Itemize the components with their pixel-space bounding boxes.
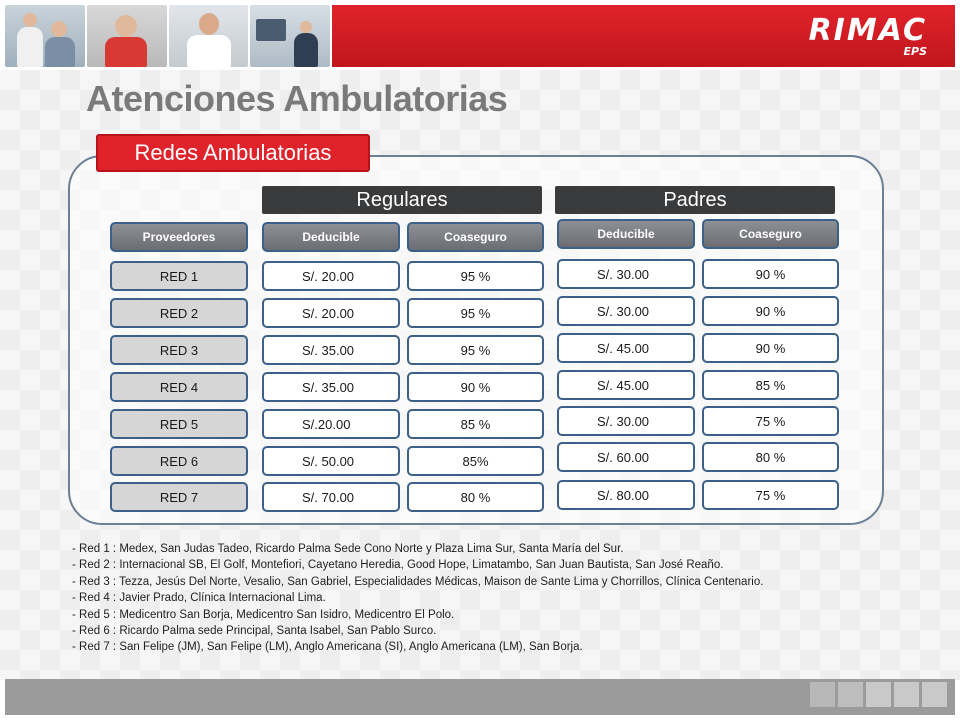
note-label: - Red 5 : <box>72 608 117 621</box>
reg-coaseguro-cell: 80 % <box>407 482 544 512</box>
note-text: Javier Prado, Clínica Internacional Lima. <box>119 592 326 605</box>
note-red-7 <box>72 639 932 655</box>
photo-doctor <box>169 5 249 67</box>
pad-coaseguro-cell: 85 % <box>702 370 839 400</box>
pad-deducible-cell: S/. 45.00 <box>557 370 695 400</box>
reg-deducible-cell: S/. 70.00 <box>262 482 400 512</box>
note-text: Medicentro San Borja, Medicentro San Isidro, Medicentro El Polo. <box>119 608 455 621</box>
proveedor-cell: RED 7 <box>110 482 248 512</box>
rimac-logo <box>809 15 927 58</box>
reg-deducible-cell: S/. 50.00 <box>262 446 400 476</box>
pad-deducible-cell: S/. 60.00 <box>557 442 695 472</box>
note-text: San Felipe (JM), San Felipe (LM), Anglo Americana (SI), Anglo Americana (LM), San Borja. <box>119 641 583 654</box>
photo-office <box>250 5 330 67</box>
col-reg-coaseguro: Coaseguro <box>407 222 544 252</box>
group-regulares: Regulares <box>262 186 542 214</box>
proveedor-cell: RED 3 <box>110 335 248 365</box>
note-red-2 <box>72 557 932 573</box>
proveedor-cell: RED 2 <box>110 298 248 328</box>
pad-deducible-cell: S/. 45.00 <box>557 333 695 363</box>
reg-deducible-cell: S/. 20.00 <box>262 298 400 328</box>
footer-square <box>866 682 891 707</box>
reg-deducible-cell: S/. 35.00 <box>262 372 400 402</box>
proveedor-cell: RED 5 <box>110 409 248 439</box>
pad-coaseguro-cell: 75 % <box>702 480 839 510</box>
pad-deducible-cell: S/. 30.00 <box>557 259 695 289</box>
reg-coaseguro-cell: 90 % <box>407 372 544 402</box>
page-title: Atenciones Ambulatorias <box>86 78 508 119</box>
photo-family <box>5 5 85 67</box>
section-tab: Redes Ambulatorias <box>96 134 370 172</box>
note-red-3 <box>72 574 932 590</box>
pad-coaseguro-cell: 90 % <box>702 333 839 363</box>
note-label: - Red 3 : <box>72 575 117 588</box>
group-padres: Padres <box>555 186 835 214</box>
footer-square <box>922 682 947 707</box>
proveedor-cell: RED 4 <box>110 372 248 402</box>
note-text: Ricardo Palma sede Principal, Santa Isabel, San Pablo Surco. <box>119 625 437 638</box>
note-label: - Red 4 : <box>72 592 117 605</box>
col-pad-coaseguro: Coaseguro <box>702 219 839 249</box>
note-label: - Red 1 : <box>72 543 117 555</box>
logo-sub: EPS <box>903 45 927 58</box>
logo-wordmark: RIMAC <box>808 13 927 48</box>
network-notes <box>72 541 932 656</box>
pad-coaseguro-cell: 80 % <box>702 442 839 472</box>
reg-deducible-cell: S/. 20.00 <box>262 261 400 291</box>
reg-coaseguro-cell: 95 % <box>407 298 544 328</box>
pad-coaseguro-cell: 90 % <box>702 296 839 326</box>
col-reg-deducible: Deducible <box>262 222 400 252</box>
reg-coaseguro-cell: 95 % <box>407 261 544 291</box>
pad-deducible-cell: S/. 30.00 <box>557 296 695 326</box>
pad-coaseguro-cell: 90 % <box>702 259 839 289</box>
note-text: Tezza, Jesús Del Norte, Vesalio, San Gabriel, Especialidades Médicas, Maison de Sante Lima y Chorrillos, Clínica Centenario. <box>119 575 764 588</box>
footer-square <box>894 682 919 707</box>
note-text: Medex, San Judas Tadeo, Ricardo Palma Sede Cono Norte y Plaza Lima Sur, Santa María del Sur. <box>119 543 624 555</box>
reg-deducible-cell: S/. 35.00 <box>262 335 400 365</box>
pad-deducible-cell: S/. 30.00 <box>557 406 695 436</box>
note-label: - Red 2 : <box>72 559 117 572</box>
brand-band <box>332 5 955 67</box>
note-red-6 <box>72 623 932 639</box>
reg-coaseguro-cell: 85% <box>407 446 544 476</box>
note-label: - Red 6 : <box>72 625 117 638</box>
note-label: - Red 7 : <box>72 641 117 654</box>
proveedor-cell: RED 6 <box>110 446 248 476</box>
pad-coaseguro-cell: 75 % <box>702 406 839 436</box>
note-red-5 <box>72 607 932 623</box>
reg-coaseguro-cell: 85 % <box>407 409 544 439</box>
footer-square <box>810 682 835 707</box>
footer-bar <box>5 679 955 715</box>
proveedor-cell: RED 1 <box>110 261 248 291</box>
footer-square <box>838 682 863 707</box>
reg-coaseguro-cell: 95 % <box>407 335 544 365</box>
header-banner <box>0 0 960 70</box>
col-proveedores: Proveedores <box>110 222 248 252</box>
note-red-4 <box>72 590 932 606</box>
note-red-1 <box>72 541 932 557</box>
col-pad-deducible: Deducible <box>557 219 695 249</box>
note-text: Internacional SB, El Golf, Montefiori, Cayetano Heredia, Good Hope, Limatambo, San Juan Bautista, San José Reaño. <box>119 559 724 572</box>
pad-deducible-cell: S/. 80.00 <box>557 480 695 510</box>
reg-deducible-cell: S/.20.00 <box>262 409 400 439</box>
photo-child <box>87 5 167 67</box>
header-photos <box>5 5 330 67</box>
